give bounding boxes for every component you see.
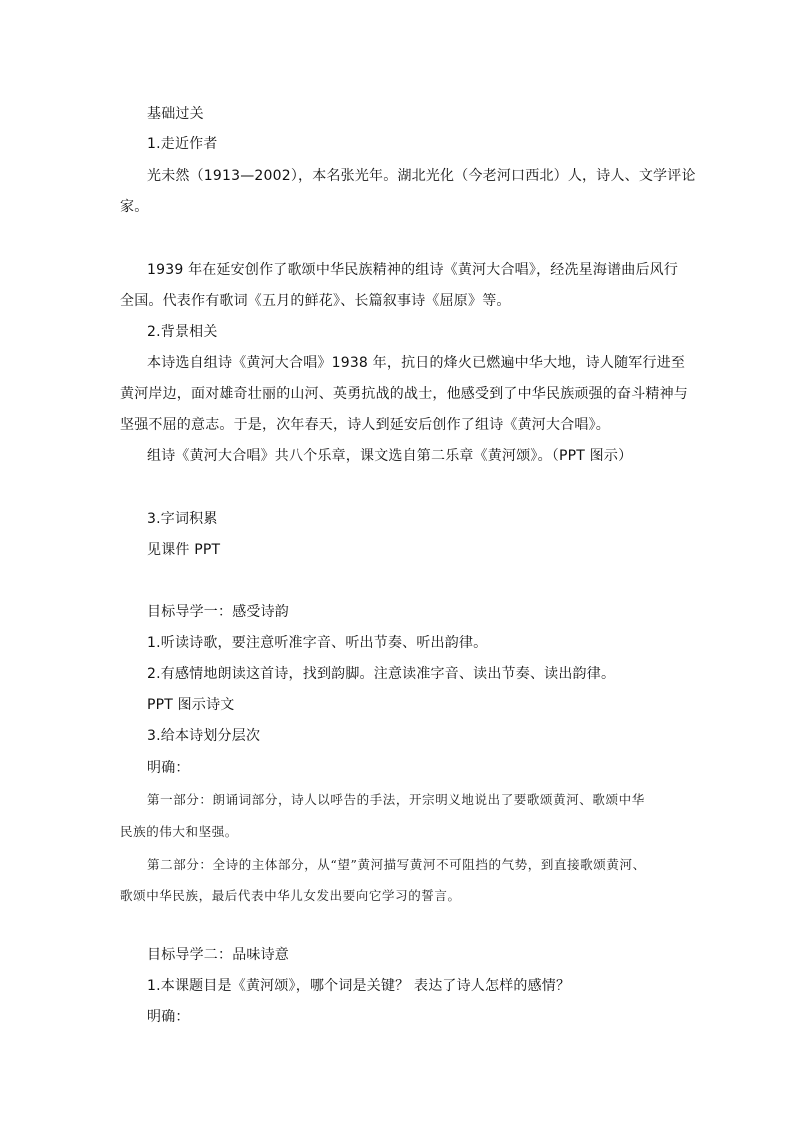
paragraph-line: 第二部分：全诗的主体部分，从“望”黄河描写黄河不可阻挡的气势，到直接歌颂黄河、 [147,857,646,872]
section-heading-goal-two: 目标导学二：品味诗意 [147,947,289,963]
list-item: 3.给本诗划分层次 [147,728,261,744]
paragraph-line: 本诗选自组诗《黄河大合唱》1938 年，抗日的烽火已燃遍中华大地，诗人随军行进至 [147,355,686,371]
paragraph-line: 光未然（1913—2002），本名张光年。湖北光化（今老河口西北）人，诗人、文学评论 [147,168,696,184]
paragraph-line: 坚强不屈的意志。于是，次年春天，诗人到延安后创作了组诗《黄河大合唱》。 [120,417,610,433]
paragraph-line: 民族的伟大和坚强。 [120,824,238,839]
paragraph-line: 1939 年在延安创作了歌颂中华民族精神的组诗《黄河大合唱》，经冼星海谱曲后风行 [147,262,679,278]
paragraph-line: 歌颂中华民族，最后代表中华儿女发出要向它学习的誓言。 [120,888,461,903]
answer-label: 明确： [147,1009,190,1025]
paragraph-line: 黄河岸边，面对雄奇壮丽的山河、英勇抗战的战士，他感受到了中华民族顽强的奋斗精神与 [120,386,688,402]
list-item: 1.听读诗歌，要注意听准字音、听出节奏、听出韵律。 [147,635,488,651]
subheading-vocabulary: 3.字词积累 [147,511,218,527]
paragraph-line: 第一部分：朗诵词部分，诗人以呼告的手法，开宗明义地说出了要歌颂黄河、歌颂中华 [147,792,645,807]
paragraph-line: 组诗《黄河大合唱》共八个乐章，课文选自第二乐章《黄河颂》。（PPT 图示） [147,448,633,464]
paragraph-line: PPT 图示诗文 [147,697,235,713]
answer-label: 明确： [147,760,190,776]
subheading-background: 2.背景相关 [147,324,218,340]
section-heading-goal-one: 目标导学一：感受诗韵 [147,604,289,620]
paragraph-line: 见课件 PPT [147,542,221,558]
list-item: 1.本课题目是《黄河颂》，哪个词是关键？ 表达了诗人怎样的感情？ [147,978,571,994]
section-heading-basics: 基础过关 [147,106,204,122]
list-item: 2.有感情地朗读这首诗，找到韵脚。注意读准字音、读出节奏、读出韵律。 [147,666,616,682]
paragraph-line: 全国。代表作有歌词《五月的鲜花》、长篇叙事诗《屈原》等。 [120,293,511,309]
subheading-author: 1.走近作者 [147,136,218,152]
paragraph-line: 家。 [120,199,149,215]
